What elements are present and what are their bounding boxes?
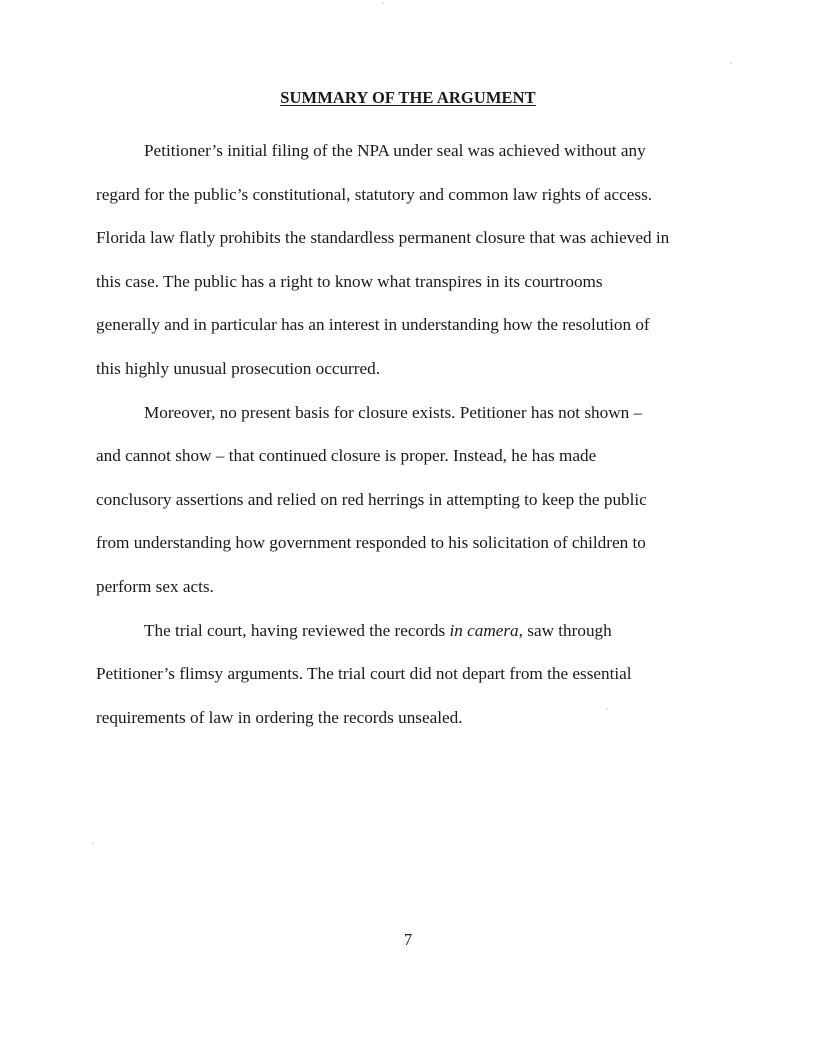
scan-speck — [606, 708, 608, 710]
paragraph-line: from understanding how government responded to his solicitation of children to — [96, 533, 646, 553]
paragraph-line: conclusory assertions and relied on red herrings in attempting to keep the public — [96, 489, 647, 509]
paragraph-line: Petitioner’s flimsy arguments. The trial court did not depart from the essential — [96, 664, 632, 684]
paragraph-line: perform sex acts. — [96, 576, 214, 596]
paragraph-line: generally and in particular has an interest in understanding how the resolution of — [96, 315, 650, 335]
page-number: 7 — [403, 930, 413, 949]
scan-speck — [92, 842, 94, 844]
paragraph-line: Florida law flatly prohibits the standardless permanent closure that was achieved in — [96, 228, 670, 248]
paragraph-line: this case. The public has a right to know what transpires in its courtrooms — [96, 271, 603, 291]
text-run: The trial court, having reviewed the records — [144, 620, 450, 640]
italic-term: in camera — [449, 620, 519, 640]
body-text — [96, 129, 736, 739]
scan-speck — [382, 2, 384, 4]
section-heading: SUMMARY OF THE ARGUMENT — [280, 88, 536, 107]
paragraph-line — [96, 609, 736, 653]
paragraph-line: and cannot show – that continued closure is proper. Instead, he has made — [96, 446, 597, 466]
paragraph-line: this highly unusual prosecution occurred. — [96, 358, 381, 378]
paragraph-line: requirements of law in ordering the records unsealed. — [96, 707, 463, 727]
paragraph-3 — [96, 609, 736, 740]
paragraph-2 — [96, 391, 736, 609]
text-run: , saw through — [518, 620, 612, 640]
paragraph-line: Moreover, no present basis for closure exists. Petitioner has not shown – — [144, 402, 643, 422]
paragraph-1 — [96, 129, 736, 391]
paragraph-line: regard for the public’s constitutional, statutory and common law rights of access. — [96, 184, 653, 204]
paragraph-line: Petitioner’s initial filing of the NPA under seal was achieved without any — [144, 141, 646, 160]
scan-speck — [730, 62, 732, 64]
